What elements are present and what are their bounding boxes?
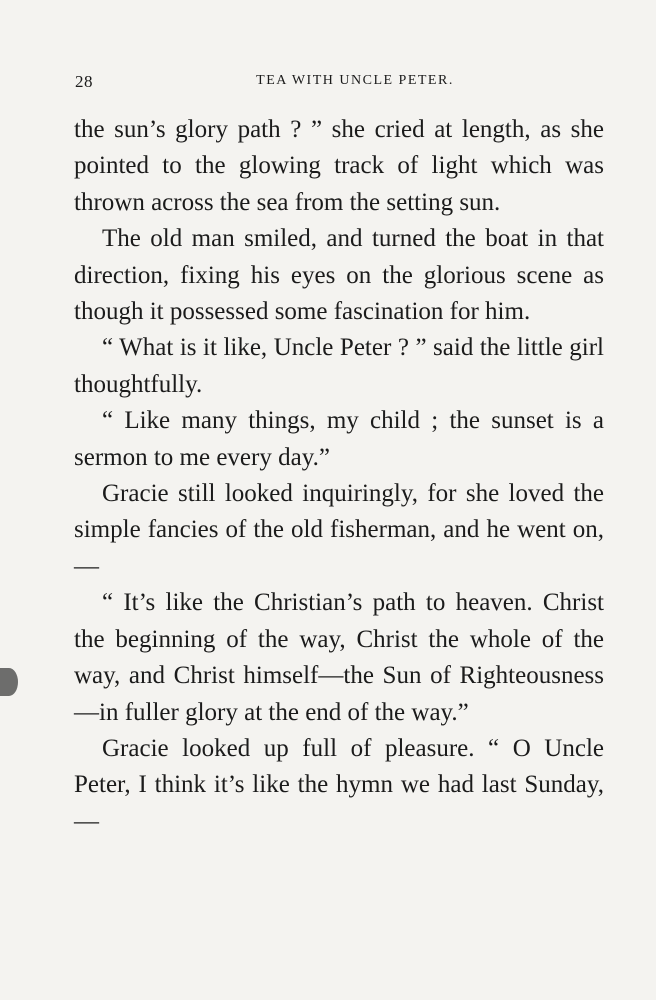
page-number: 28 (75, 72, 93, 91)
paragraph: “ What is it like, Uncle Peter ? ” said the little girl thoughtfully. (74, 334, 604, 398)
paragraph: “ Like many things, my child ; the sunset is a sermon to me every day.” (74, 407, 604, 471)
paragraph-continued: the sun’s glory path ? ” she cried at length, as she pointed to the glowing track of light which was thrown across the sea from the setting sun. (74, 116, 604, 216)
running-head: TEA WITH UNCLE PETER. (256, 73, 454, 88)
paragraph: Gracie still looked inquiringly, for she loved the simple fancies of the old fisherman, and he went on,— (74, 480, 604, 580)
paragraph: The old man smiled, and turned the boat in that direction, fixing his eyes on the glorious scene as though it possessed some fascination for him. (74, 225, 604, 326)
page-body (74, 112, 604, 840)
page-header (75, 72, 605, 94)
paragraph: Gracie looked up full of pleasure. “ O Uncle Peter, I think it’s like the hymn we had last Sunday,— (74, 734, 604, 835)
scan-edge-mark (0, 668, 18, 696)
paragraph: “ It’s like the Christian’s path to heaven. Christ the beginning of the way, Christ the whole of the way, and Christ himself—the Sun of Righteousness—in fuller glory at the end of the way.” (74, 589, 604, 726)
